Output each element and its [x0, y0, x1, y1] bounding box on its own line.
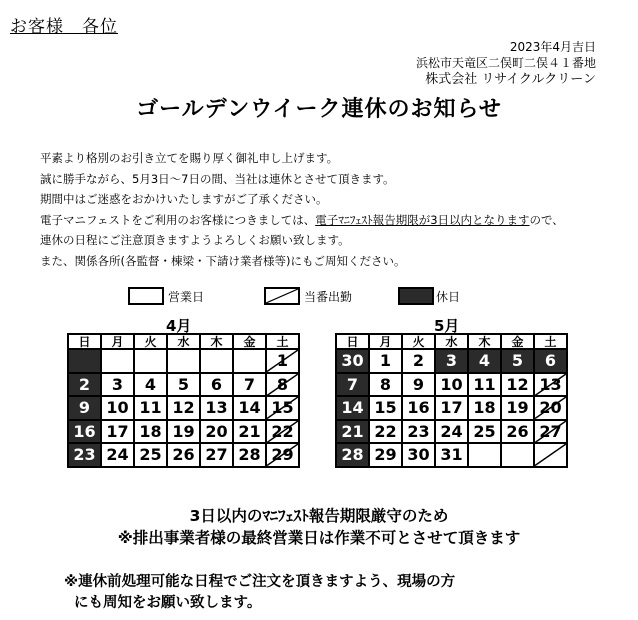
day-number: 1 [379, 351, 392, 371]
day-number: 21 [341, 421, 364, 441]
business-day-cell [167, 396, 200, 420]
duty-day-cell [534, 443, 567, 467]
business-day-cell [369, 443, 402, 467]
body-line [40, 210, 564, 231]
legend-business-swatch [128, 287, 164, 305]
duty-day-cell [266, 443, 299, 467]
holiday-cell [68, 349, 101, 373]
april-month-label: 4月 [166, 317, 192, 335]
day-number: 16 [73, 421, 96, 441]
day-number: 24 [106, 445, 129, 465]
business-day-cell [233, 396, 266, 420]
day-number: 5 [177, 374, 190, 394]
business-day-cell [369, 420, 402, 444]
day-number: 6 [210, 374, 223, 394]
day-number: 19 [506, 398, 529, 418]
business-day-cell [233, 420, 266, 444]
company-address: 浜松市天竜区二俣町二俣４１番地 [415, 56, 596, 70]
company-name: 株式会社 リサイクルクリーン [425, 72, 596, 87]
business-day-cell [101, 443, 134, 467]
week-row [68, 420, 299, 444]
business-day-cell [435, 396, 468, 420]
holiday-cell [336, 443, 369, 467]
business-day-cell [134, 396, 167, 420]
may-calendar [335, 333, 568, 468]
manifest-deadline-highlight: 電子ﾏﾆﾌｪｽﾄ報告期限が3日以内となります [315, 212, 530, 227]
weekday-header-row [68, 334, 299, 349]
day-number: 16 [407, 398, 430, 418]
day-number: 21 [238, 421, 261, 441]
business-day-cell [200, 349, 233, 373]
day-number: 30 [407, 445, 430, 465]
legend-holiday-swatch [398, 287, 434, 305]
duty-day-cell [534, 373, 567, 397]
day-number: 3 [445, 351, 458, 371]
business-day-cell [233, 443, 266, 467]
business-day-cell [402, 349, 435, 373]
business-day-cell [468, 373, 501, 397]
business-day-cell [501, 443, 534, 467]
day-number: 14 [341, 398, 364, 418]
notice-body [40, 148, 564, 271]
weekday-header: 月 [369, 334, 402, 349]
body-line-pre: 電子マニフェストをご利用のお客様につきましては、 [40, 212, 316, 227]
business-day-cell [501, 373, 534, 397]
business-day-cell [468, 443, 501, 467]
weekday-header: 木 [200, 334, 233, 349]
day-number: 27 [205, 445, 228, 465]
business-day-cell [200, 396, 233, 420]
holiday-cell [68, 396, 101, 420]
day-number: 3 [111, 374, 124, 394]
day-number: 10 [440, 374, 463, 394]
duty-day-cell [266, 373, 299, 397]
day-number: 11 [139, 398, 162, 418]
weekday-header: 水 [435, 334, 468, 349]
business-day-cell [402, 443, 435, 467]
duty-day-cell [266, 420, 299, 444]
holiday-cell [336, 396, 369, 420]
day-number: 24 [440, 421, 463, 441]
day-number: 23 [407, 421, 430, 441]
business-day-cell [134, 373, 167, 397]
day-number: 27 [539, 421, 562, 441]
day-number: 26 [506, 421, 529, 441]
day-number: 13 [205, 398, 228, 418]
weekday-header: 土 [266, 334, 299, 349]
day-number: 17 [106, 421, 129, 441]
weekday-header-row [336, 334, 567, 349]
holiday-cell [336, 349, 369, 373]
day-number: 28 [341, 445, 364, 465]
day-number: 25 [473, 421, 496, 441]
business-day-cell [369, 396, 402, 420]
duty-slash [535, 444, 566, 466]
body-line-post: ので、 [529, 212, 564, 227]
business-day-cell [402, 396, 435, 420]
day-number: 2 [412, 351, 425, 371]
legend-business-label: 営業日 [168, 290, 205, 304]
day-number: 23 [73, 445, 96, 465]
footer-line-1: 3日以内のﾏﾆﾌｪｽﾄ報告期限厳守のため [189, 507, 449, 525]
weekday-header: 日 [336, 334, 369, 349]
business-day-cell [200, 443, 233, 467]
duty-day-cell [534, 420, 567, 444]
weekday-header: 金 [233, 334, 266, 349]
day-number: 4 [478, 351, 491, 371]
april-calendar [67, 333, 300, 468]
day-number: 20 [539, 398, 562, 418]
business-day-cell [369, 349, 402, 373]
day-number: 12 [506, 374, 529, 394]
day-number: 29 [271, 445, 294, 465]
day-number: 31 [440, 445, 463, 465]
business-day-cell [435, 420, 468, 444]
day-number: 11 [473, 374, 496, 394]
day-number: 18 [139, 421, 162, 441]
business-day-cell [200, 420, 233, 444]
business-day-cell [134, 420, 167, 444]
holiday-cell [435, 349, 468, 373]
holiday-cell [68, 373, 101, 397]
footer-line-2: ※排出事業者様の最終営業日は作業不可とさせて頂きます [117, 529, 521, 547]
day-number: 22 [271, 421, 294, 441]
day-number: 15 [271, 398, 294, 418]
business-day-cell [101, 420, 134, 444]
may-month-label: 5月 [434, 317, 460, 335]
duty-day-cell [266, 349, 299, 373]
duty-day-cell [266, 396, 299, 420]
day-number: 9 [412, 374, 425, 394]
business-day-cell [101, 349, 134, 373]
business-day-cell [402, 420, 435, 444]
day-number: 22 [374, 421, 397, 441]
week-row [336, 396, 567, 420]
weekday-header: 木 [468, 334, 501, 349]
business-day-cell [468, 396, 501, 420]
body-line: 平素より格別のお引き立てを賜り厚く御礼申し上げます。 [40, 151, 339, 165]
week-row [336, 420, 567, 444]
day-number: 17 [440, 398, 463, 418]
legend-duty-label: 当番出勤 [304, 290, 353, 304]
business-day-cell [167, 373, 200, 397]
business-day-cell [167, 349, 200, 373]
business-day-cell [167, 420, 200, 444]
day-number: 7 [346, 374, 359, 394]
business-day-cell [402, 373, 435, 397]
day-number: 7 [243, 374, 256, 394]
weekday-header: 金 [501, 334, 534, 349]
business-day-cell [233, 349, 266, 373]
day-number: 25 [139, 445, 162, 465]
footer-line-4: にも周知をお願い致します。 [74, 595, 262, 611]
day-number: 5 [511, 351, 524, 371]
weekday-header: 水 [167, 334, 200, 349]
weekday-header: 日 [68, 334, 101, 349]
business-day-cell [501, 396, 534, 420]
week-row [336, 349, 567, 373]
footer-line-3: ※連休前処理可能な日程でご注文を頂きますよう、現場の方 [64, 574, 456, 590]
duty-day-cell [534, 396, 567, 420]
legend-duty-swatch [264, 287, 300, 305]
weekday-header: 火 [402, 334, 435, 349]
business-day-cell [435, 373, 468, 397]
day-number: 1 [276, 351, 289, 371]
business-day-cell [101, 373, 134, 397]
day-number: 29 [374, 445, 397, 465]
weekday-header: 火 [134, 334, 167, 349]
week-row [68, 349, 299, 373]
holiday-cell [336, 420, 369, 444]
week-row [68, 443, 299, 467]
day-number: 4 [144, 374, 157, 394]
day-number: 13 [539, 374, 562, 394]
day-number: 6 [544, 351, 557, 371]
business-day-cell [134, 349, 167, 373]
issue-date: 2023年4月吉日 [509, 40, 596, 54]
notice-title: ゴールデンウイーク連休のお知らせ [136, 97, 502, 122]
weekday-header: 月 [101, 334, 134, 349]
holiday-cell [68, 420, 101, 444]
day-number: 10 [106, 398, 129, 418]
business-day-cell [369, 373, 402, 397]
holiday-cell [501, 349, 534, 373]
weekday-header: 土 [534, 334, 567, 349]
day-number: 19 [172, 421, 195, 441]
legend-holiday-label: 休日 [436, 290, 461, 304]
holiday-cell [468, 349, 501, 373]
business-day-cell [101, 396, 134, 420]
body-line: また、関係各所(各監督・棟梁・下請け業者様等)にもご周知ください。 [40, 253, 406, 268]
day-number: 20 [205, 421, 228, 441]
day-number: 8 [379, 374, 392, 394]
body-line: 誠に勝手ながら、5月3日～7日の間、当社は連休とさせて頂きます。 [40, 171, 395, 186]
day-number: 2 [78, 374, 91, 394]
addressee: お客様 各位 [10, 17, 118, 37]
day-number: 18 [473, 398, 496, 418]
day-number: 9 [78, 398, 91, 418]
business-day-cell [200, 373, 233, 397]
day-number: 28 [238, 445, 261, 465]
week-row [336, 373, 567, 397]
week-row [336, 443, 567, 467]
business-day-cell [435, 443, 468, 467]
holiday-cell [534, 349, 567, 373]
day-number: 14 [238, 398, 261, 418]
holiday-cell [336, 373, 369, 397]
holiday-cell [68, 443, 101, 467]
day-number: 26 [172, 445, 195, 465]
week-row [68, 373, 299, 397]
business-day-cell [167, 443, 200, 467]
business-day-cell [233, 373, 266, 397]
business-day-cell [501, 420, 534, 444]
business-day-cell [134, 443, 167, 467]
body-line: 期間中はご迷惑をおかけいたしますがご了承ください。 [40, 192, 328, 206]
week-row [68, 396, 299, 420]
business-day-cell [468, 420, 501, 444]
day-number: 15 [374, 398, 397, 418]
day-number: 30 [341, 351, 364, 371]
day-number: 8 [276, 374, 289, 394]
body-line: 連休の日程にご注意頂きますようよろしくお願い致します。 [40, 233, 350, 247]
day-number: 12 [172, 398, 195, 418]
